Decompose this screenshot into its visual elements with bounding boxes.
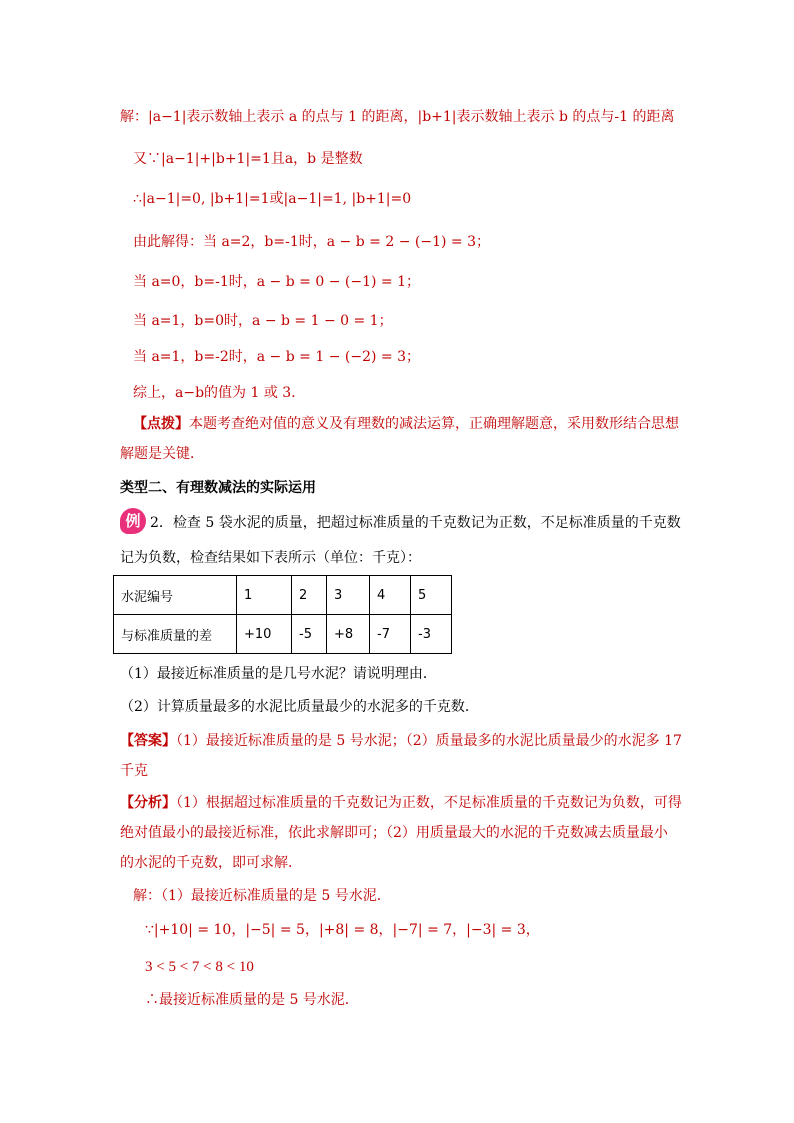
- table-cell: -7: [370, 615, 411, 654]
- solution-line-6: 当 a=1，b=0时，a − b = 1 − 0 = 1；: [133, 313, 393, 329]
- table-cell: +10: [237, 615, 292, 654]
- table-cell: +8: [327, 615, 370, 654]
- tip-line-2: 解题是关键．: [120, 446, 204, 462]
- answer-text-1: （1）最接近标准质量的是 5 号水泥；（2）质量最多的水泥比质量最少的水泥多 17: [176, 733, 682, 749]
- answer-line-1: [120, 731, 682, 751]
- example-badge: 例: [120, 508, 146, 534]
- solution2-line-1: 解：（1）最接近标准质量的是 5 号水泥．: [133, 888, 391, 904]
- solution2-line-2: ∵|+10| = 10，|−5| = 5，|+8| = 8，|−7| = 7，|−3| = 3，: [145, 922, 540, 938]
- table-cell: -3: [411, 615, 452, 654]
- answer-tag: 【答案】: [120, 733, 176, 749]
- solution-line-8: 综上，a−b的值为 1 或 3．: [133, 385, 306, 401]
- table-cell: 与标准质量的差: [114, 615, 237, 654]
- solution-line-2: 又∵|a−1|+|b+1|=1且a，b 是整数: [133, 151, 363, 167]
- table-cell: 5: [411, 576, 452, 615]
- analysis-tag: 【分析】: [120, 795, 176, 811]
- example-question-line-2: 记为负数，检查结果如下表所示（单位：千克）：: [120, 550, 421, 566]
- table-cell: 4: [370, 576, 411, 615]
- analysis-text-1: （1）根据超过标准质量的千克数记为正数，不足标准质量的千克数记为负数，可得: [176, 795, 682, 811]
- solution-line-5: 当 a=0，b=-1时，a − b = 0 − (−1) = 1；: [133, 274, 420, 290]
- question-1: （1）最接近标准质量的是几号水泥？请说明理由．: [120, 666, 437, 682]
- table-cell: 2: [292, 576, 327, 615]
- table-cell: 3: [327, 576, 370, 615]
- tip-tag: 【点拨】: [133, 416, 189, 432]
- table-cell: 1: [237, 576, 292, 615]
- table-cell: -5: [292, 615, 327, 654]
- tip-line-1: [133, 414, 679, 434]
- solution2-line-4: ∴最接近标准质量的是 5 号水泥．: [145, 992, 359, 1008]
- solution-line-1: 解：|a−1|表示数轴上表示 a 的点与 1 的距离，|b+1|表示数轴上表示 b 的点与-1 的距离: [120, 109, 675, 125]
- solution-line-7: 当 a=1，b=-2时，a − b = 1 − (−2) = 3；: [133, 349, 420, 365]
- example-question-line-1: 2．检查 5 袋水泥的质量，把超过标准质量的千克数记为正数，不足标准质量的千克数: [150, 515, 681, 531]
- solution-line-4: 由此解得：当 a=2，b=-1时，a − b = 2 − (−1) = 3；: [133, 234, 490, 250]
- section-title: 类型二、有理数减法的实际运用: [120, 480, 316, 496]
- data-table: [113, 575, 452, 654]
- tip-text-1: 本题考查绝对值的意义及有理数的减法运算，正确理解题意，采用数形结合思想: [189, 416, 679, 432]
- answer-line-2: 千克: [120, 763, 148, 779]
- solution-line-3: ∴|a−1|=0, |b+1|=1或|a−1|=1, |b+1|=0: [133, 191, 412, 207]
- table-cell: 水泥编号: [114, 576, 237, 615]
- solution2-line-3: 3 < 5 < 7 < 8 < 10: [145, 959, 254, 975]
- table-row: [114, 576, 452, 615]
- analysis-line-1: [120, 793, 682, 813]
- analysis-line-2: 绝对值最小的最接近标准，依此求解即可；（2）用质量最大的水泥的千克数减去质量最小: [120, 825, 668, 841]
- analysis-line-3: 的水泥的千克数，即可求解．: [120, 855, 302, 871]
- question-2: （2）计算质量最多的水泥比质量最少的水泥多的千克数．: [120, 699, 479, 715]
- table-row: [114, 615, 452, 654]
